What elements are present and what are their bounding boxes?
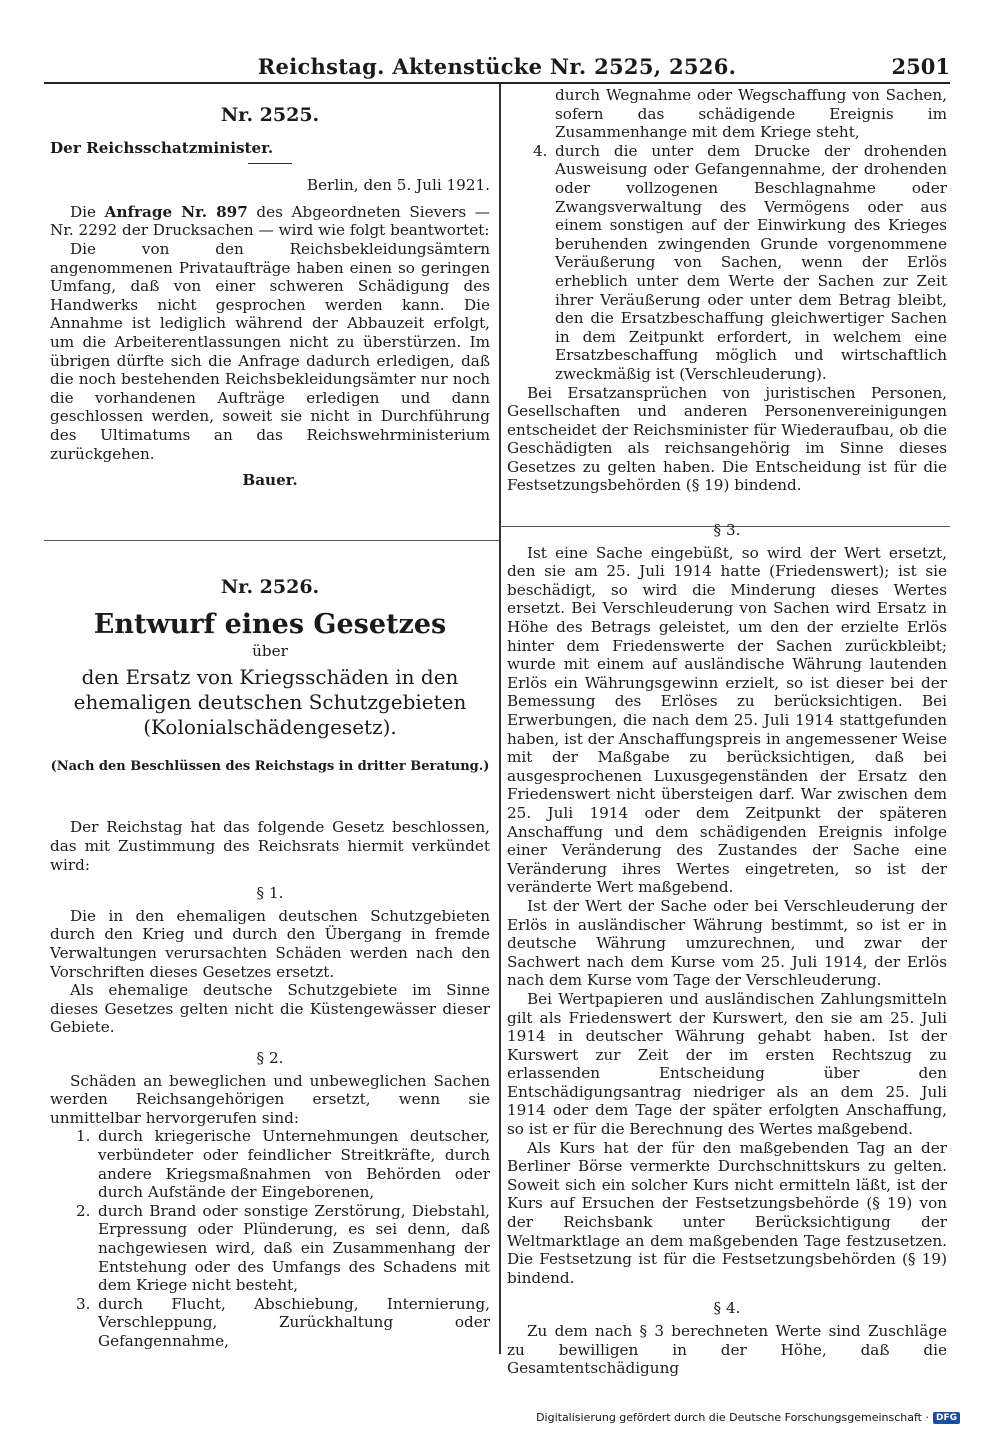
bill-subject: den Ersatz von Kriegsschäden in den ehemaligen deutschen Schutzgebieten [73,664,467,714]
document-number-2525: Nr. 2525. [220,104,320,126]
footer-text: Digitalisierung gefördert durch die Deutsche Forschungsgemeinschaft · [536,1411,929,1424]
legal-persons-para: Bei Ersatzansprüchen von juristischen Personen, Gesellschaften und anderen Personenvereinigungen entscheidet der Reichsminister für Wiederaufbau, ob die Geschädigten als reichsangehörig im Sinne dieses Gesetzes zu gelten haben. Die Entscheidung ist für die Festsetzungsbehörden (§ 19) bindend. [507,383,947,495]
inquiry-reference: Anfrage Nr. 897 [104,202,248,221]
document-number-2526: Nr. 2526. [220,575,320,598]
inquiry-intro-a: Die [70,202,105,221]
page-number: 2501 [891,54,950,79]
section-1-para-2: Als ehemalige deutsche Schutzgebiete im Sinne dieses Gesetzes gelten nicht die Küstengewässer dieser Gebiete. [50,981,490,1037]
damage-causes-list-continued [507,142,947,384]
item-3-continuation: durch Wegnahme oder Wegschaffung von Sachen, sofern das schädigende Ereignis im Zusammenhange mit dem Kriege steht, [555,86,947,142]
digitization-footer [536,1411,960,1424]
list-item-text: durch Brand oder sonstige Zerstörung, Diebstahl, Erpressung oder Plünderung, es sei denn, daß nachgewiesen wird, daß ein Zusammenhang der Entstehung oder des Umfangs des Schadens mit dem Kriege nicht besteht, [98,1201,490,1295]
bill-short-name: (Kolonialschädengesetz). [143,714,397,739]
dateline: Berlin, den 5. Juli 1921. [306,176,490,195]
section-1-para-1: Die in den ehemaligen deutschen Schutzgebieten durch den Krieg und durch den Übergang in fremde Verwaltungen verursachten Schäden werden nach den Vorschriften dieses Gesetzes ersetzt. [50,906,490,981]
dfg-logo-icon: DFG [933,1412,960,1424]
list-item-text: durch kriegerische Unternehmungen deutscher, verbündeter oder feindlicher Streitkräfte, durch andere Kriegsmaßnahmen von Behörden oder durch Aufstände der Eingeborenen, [98,1127,490,1202]
section-2-para-1: Schäden an beweglichen und unbeweglichen Sachen werden Reichsangehörigen ersetzt, wenn sie unmittelbar hervorgerufen sind: [50,1071,490,1127]
list-item [507,142,947,384]
short-rule [248,163,292,164]
list-item-text: durch Flucht, Abschiebung, Internierung, Verschleppung, Zurückhaltung oder Gefangennahme, [98,1294,490,1350]
section-3-heading: § 3. [713,521,741,540]
list-item [50,1202,490,1295]
page-header [44,52,950,84]
running-title: Reichstag. Aktenstücke Nr. 2525, 2526. [257,54,737,79]
list-item-text: durch die unter dem Drucke der drohenden Ausweisung oder Gefangennahme, der drohenden oder vollzogenen Beschlagnahme oder Zwangsverwaltung des Vermögens oder aus einem sonstigen auf der Einwirkung des Krieges beruhenden zwingenden Grunde vorgenommene Veräußerung von Sachen, wenn der Erlös erheblich unter dem Werte der Sachen zur Zeit ihrer Veräußerung oder unter dem Betrag bleibt, den die Ersatzbeschaffung gleichwertiger Sachen in dem Zeitpunkt erfordert, in welchem eine Ersatzbeschaffung möglich und wirtschaftlich zweckmäßig ist (Verschleuderung). [555,141,947,383]
section-3-para-4: Als Kurs hat der für den maßgebenden Tag an der Berliner Börse vermerkte Durchschnittskurs zu gelten. Soweit sich ein solcher Kurs nicht ermitteln läßt, ist der Kurs auf Ersuchen der Festsetzungsbehörde (§ 19) von der Reichsbank unter Berücksichtigung der Weltmarktlage an dem maßgebenden Tage festzusetzen. Die Festsetzung ist für die Festsetzungsbehörden (§ 19) bindend. [507,1138,947,1287]
bill-title: Entwurf eines Gesetzes [93,609,447,641]
section-4-heading: § 4. [713,1299,741,1318]
inquiry-intro [50,203,490,240]
inquiry-intro-c: des Abgeordneten Sievers — Nr. 2292 der Drucksachen — wird wie folgt beantwortet: [50,202,490,240]
signature: Bauer. [242,471,298,490]
list-item-number: 3. [76,1294,91,1313]
list-item-number: 1. [76,1127,91,1146]
section-3-para-3: Bei Wertpapieren und ausländischen Zahlungsmitteln gilt als Friedenswert der Kurswert, den sie am 25. Juli 1914 in deutscher Währung gehabt haben. Ist der Kurswert zur Zeit der im ersten Rechtszug zu erlassenden Entscheidung über den Entschädigungsantrag niedriger als an dem 25. Juli 1914 oder dem Tage der später erfolgten Anschaffung, so ist er für die Berechnung des Wertes maßgebend. [507,989,947,1139]
preamble: Der Reichstag hat das folgende Gesetz beschlossen, das mit Zustimmung des Reichsrats hiermit verkündet wird: [50,818,490,874]
section-1-heading: § 1. [256,884,284,903]
list-item-number: 4. [533,141,548,160]
list-item [50,1295,490,1351]
answer-body: Die von den Reichsbekleidungsämtern angenommenen Privataufträge haben einen so geringen Umfang, daß von einer schweren Schädigung des Handwerks nicht gesprochen werden kann. Die Annahme ist lediglich während der Abbauzeit erfolgt, um die Arbeiterentlassungen nicht zu überstürzen. Im übrigen dürfte sich die Anfrage dadurch erledigen, daß die noch bestehenden Reichsbekleidungsämter nur noch die vorhandenen Aufträge erledigen und dann geschlossen werden, soweit sie nicht in Durchführung des Ultimatums an das Reichswehrministerium zurückgehen. [50,239,490,463]
column-divider [499,84,501,1354]
damage-causes-list [50,1127,490,1350]
section-3-para-2: Ist der Wert der Sache oder bei Verschleuderung der Erlös in ausländischer Währung bestimmt, so ist er in deutsche Währung umzurechnen, und zwar der Sachwert nach dem Kurse vom 25. Juli 1914, der Erlös nach dem Kurse vom Tage der Verschleuderung. [507,896,947,990]
list-item-number: 2. [76,1201,91,1220]
list-item [50,1127,490,1201]
deliberation-note: (Nach den Beschlüssen des Reichstags in dritter Beratung.) [50,758,490,774]
right-column [507,86,947,1378]
section-3-para-1: Ist eine Sache eingebüßt, so wird der Wert ersetzt, den sie am 25. Juli 1914 hatte (Friedenswert); ist sie beschädigt, so wird die Minderung dieses Wertes ersetzt. Bei Verschleuderung von Sachen wird Ersatz in Höhe des Betrags geleistet, um den der erzielte Erlös hinter dem Friedenswerte der Sachen zurückbleibt; wurde mit einem auf ausländische Währung lautenden Erlös ein Währungsgewinn erzielt, so ist dieser bei der Bemessung des Erlöses zu berücksichtigen. Bei Erwerbungen, die nach dem 25. Juli 1914 stattgefunden haben, ist der Anschaffungspreis in angemessener Weise mit der Maßgabe zu berücksichtigen, daß bei ausgesprochenen Luxusgegenständen der Ersatz den Friedenswert nicht übersteigen darf. War zwischen dem 25. Juli 1914 oder dem Zeitpunkt der späteren Anschaffung und dem schädigenden Ereignis infolge einer Veränderung des Zustandes der Sache eine Veränderung ihres Wertes eingetreten, so ist der veränderte Wert maßgebend. [507,543,947,897]
left-column [50,86,490,1351]
sender: Der Reichsschatzminister. [50,138,274,157]
section-4-para-1: Zu dem nach § 3 berechneten Werte sind Zuschläge zu bewilligen in der Höhe, daß die Gesamtentschädigung [507,1322,947,1378]
bill-title-ueber: über [252,642,288,661]
section-2-heading: § 2. [256,1049,284,1067]
